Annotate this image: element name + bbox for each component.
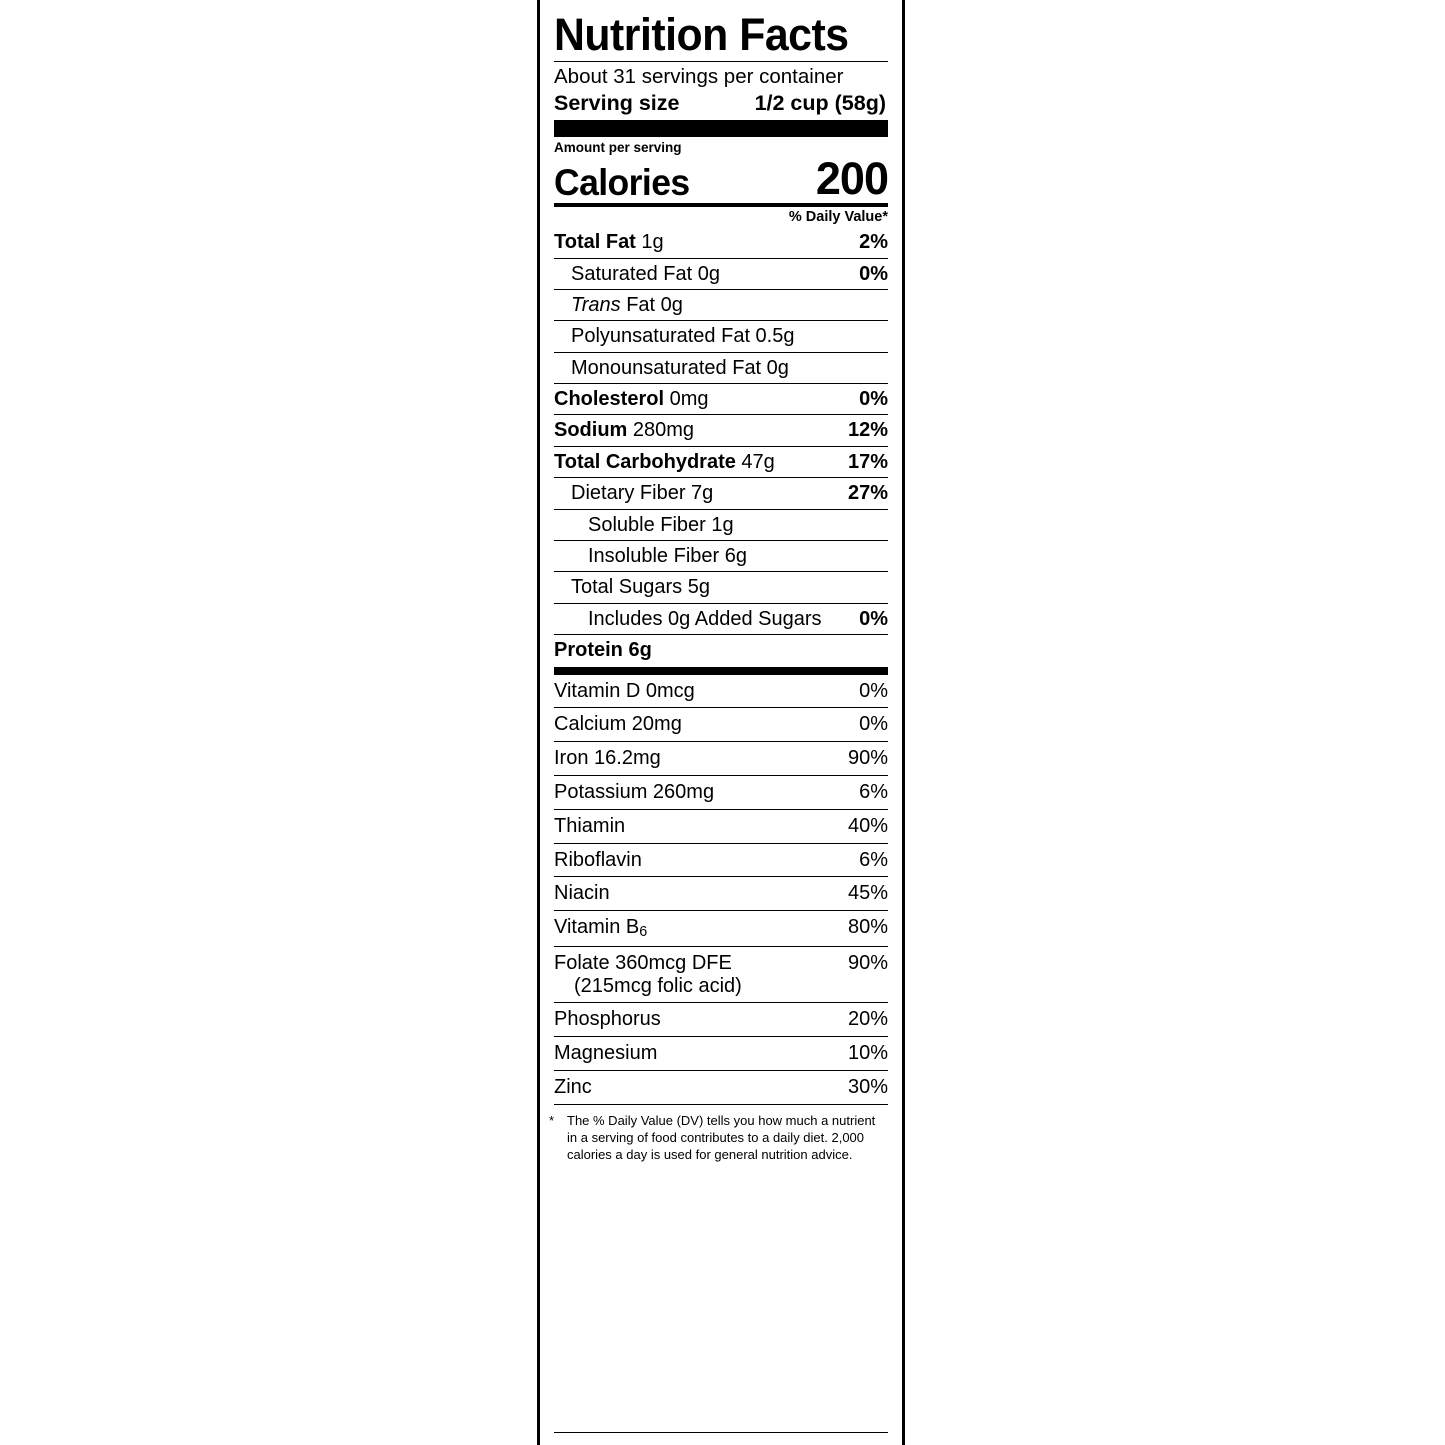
micronutrient-subnote: (215mcg folic acid) bbox=[574, 974, 742, 997]
nutrient-row bbox=[554, 227, 888, 258]
micronutrient-row bbox=[554, 742, 888, 776]
serving-size-label: Serving size bbox=[554, 90, 680, 115]
nutrient-row bbox=[554, 478, 888, 509]
nutrient-row bbox=[554, 353, 888, 384]
calories-label: Calories bbox=[554, 162, 690, 204]
micronutrient-name: Folate 360mcg DFE (215mcg folic acid) bbox=[554, 951, 742, 997]
micronutrient-daily-value: 45% bbox=[847, 882, 888, 905]
micronutrient-name: Vitamin D 0mcg bbox=[554, 679, 695, 702]
micronutrient-row bbox=[554, 1071, 888, 1105]
micronutrient-row bbox=[554, 844, 888, 878]
nutrient-row bbox=[554, 447, 888, 478]
micronutrient-name: Iron 16.2mg bbox=[554, 747, 661, 770]
nutrient-daily-value: 0% bbox=[859, 607, 888, 630]
amount-per-serving-label: Amount per serving bbox=[554, 140, 682, 156]
nutrient-row bbox=[554, 510, 888, 541]
nutrient-name: Cholesterol 0mg bbox=[554, 388, 709, 411]
micronutrient-row bbox=[554, 776, 888, 810]
nutrient-name: Total Carbohydrate 47g bbox=[554, 450, 775, 473]
nutrient-daily-value: 0% bbox=[859, 388, 888, 411]
nutrient-row bbox=[554, 384, 888, 415]
nutrient-name: Dietary Fiber 7g bbox=[571, 482, 714, 505]
calories-value: 200 bbox=[815, 153, 888, 205]
nutrient-daily-value: 0% bbox=[859, 262, 888, 285]
micronutrient-row bbox=[554, 947, 888, 1004]
protein-row bbox=[554, 635, 888, 666]
micronutrient-row bbox=[554, 1003, 888, 1037]
nutrient-name: Monounsaturated Fat 0g bbox=[571, 356, 789, 379]
nutrition-facts-panel bbox=[537, 0, 905, 1445]
nutrient-row bbox=[554, 415, 888, 446]
micronutrient-name: Zinc bbox=[554, 1075, 592, 1098]
micronutrient-name: Vitamin $B_6$ bbox=[554, 916, 648, 941]
daily-value-header: % Daily Value* bbox=[788, 209, 888, 226]
serving-size-row bbox=[554, 90, 888, 121]
nutrient-daily-value: 17% bbox=[847, 450, 888, 473]
nutrient-list bbox=[554, 227, 888, 635]
nutrient-name: Includes 0g Added Sugars bbox=[588, 607, 822, 630]
nutrient-name: Trans Fat 0g bbox=[571, 293, 683, 316]
micronutrient-daily-value: 40% bbox=[847, 814, 888, 837]
nutrient-row bbox=[554, 321, 888, 352]
micronutrient-row bbox=[554, 911, 888, 947]
micronutrient-row bbox=[554, 877, 888, 911]
nutrient-name: Soluble Fiber 1g bbox=[588, 513, 734, 536]
micronutrient-daily-value: 10% bbox=[847, 1042, 888, 1065]
micronutrient-name: Riboflavin bbox=[554, 848, 642, 871]
micronutrient-row bbox=[554, 1037, 888, 1071]
micronutrient-name: Niacin bbox=[554, 882, 610, 905]
serving-size-value: 1/2 cup (58g) bbox=[754, 90, 886, 115]
nutrient-name: Saturated Fat 0g bbox=[571, 262, 720, 285]
nutrient-name: Sodium 280mg bbox=[554, 419, 695, 442]
nutrient-name: Total Sugars 5g bbox=[571, 576, 710, 599]
micronutrient-row bbox=[554, 675, 888, 709]
micronutrient-name: Magnesium bbox=[554, 1042, 658, 1065]
nutrient-name: Polyunsaturated Fat 0.5g bbox=[571, 325, 795, 348]
nutrient-daily-value: 12% bbox=[847, 419, 888, 442]
micronutrient-daily-value: 30% bbox=[847, 1075, 888, 1098]
panel-title: Nutrition Facts bbox=[554, 9, 849, 60]
micronutrient-row bbox=[554, 708, 888, 742]
nutrient-row bbox=[554, 259, 888, 290]
footnote-star: * bbox=[549, 1112, 555, 1128]
micronutrient-name: Thiamin bbox=[554, 814, 626, 837]
micronutrient-name: Potassium 260mg bbox=[554, 780, 715, 803]
nutrient-daily-value: 2% bbox=[859, 231, 888, 254]
calories-top-divider bbox=[554, 120, 888, 137]
nutrient-row bbox=[554, 541, 888, 572]
nutrient-row bbox=[554, 290, 888, 321]
nutrient-name: Insoluble Fiber 6g bbox=[588, 545, 747, 568]
calories-row bbox=[554, 153, 888, 205]
footnote-text: The % Daily Value (DV) tells you how much a nutrient in a serving of food contributes to a daily diet. 2,000 calories a day is used for general nutrition advice. bbox=[567, 1112, 876, 1163]
nutrient-name: Total Fat 1g bbox=[554, 231, 664, 254]
protein-label: Protein 6g bbox=[554, 639, 652, 662]
micronutrient-daily-value: 6% bbox=[859, 848, 888, 871]
micronutrient-daily-value: 90% bbox=[847, 951, 888, 974]
micronutrient-daily-value: 0% bbox=[859, 713, 888, 736]
micronutrient-name: Calcium 20mg bbox=[554, 713, 682, 736]
panel-bottom-edge bbox=[554, 1432, 888, 1445]
nutrient-row bbox=[554, 604, 888, 635]
footnote bbox=[549, 1105, 888, 1163]
micronutrient-daily-value: 6% bbox=[859, 780, 888, 803]
micronutrient-row bbox=[554, 810, 888, 844]
nutrient-daily-value: 27% bbox=[847, 482, 888, 505]
micronutrient-daily-value: 20% bbox=[847, 1008, 888, 1031]
nutrient-row bbox=[554, 572, 888, 603]
micronutrient-daily-value: 0% bbox=[859, 679, 888, 702]
micronutrient-daily-value: 90% bbox=[847, 747, 888, 770]
micronutrients-divider bbox=[554, 667, 888, 675]
servings-per-container: About 31 servings per container bbox=[554, 65, 844, 88]
micronutrient-list bbox=[554, 675, 888, 1105]
micronutrient-name: Phosphorus bbox=[554, 1008, 661, 1031]
micronutrient-daily-value: 80% bbox=[847, 916, 888, 939]
